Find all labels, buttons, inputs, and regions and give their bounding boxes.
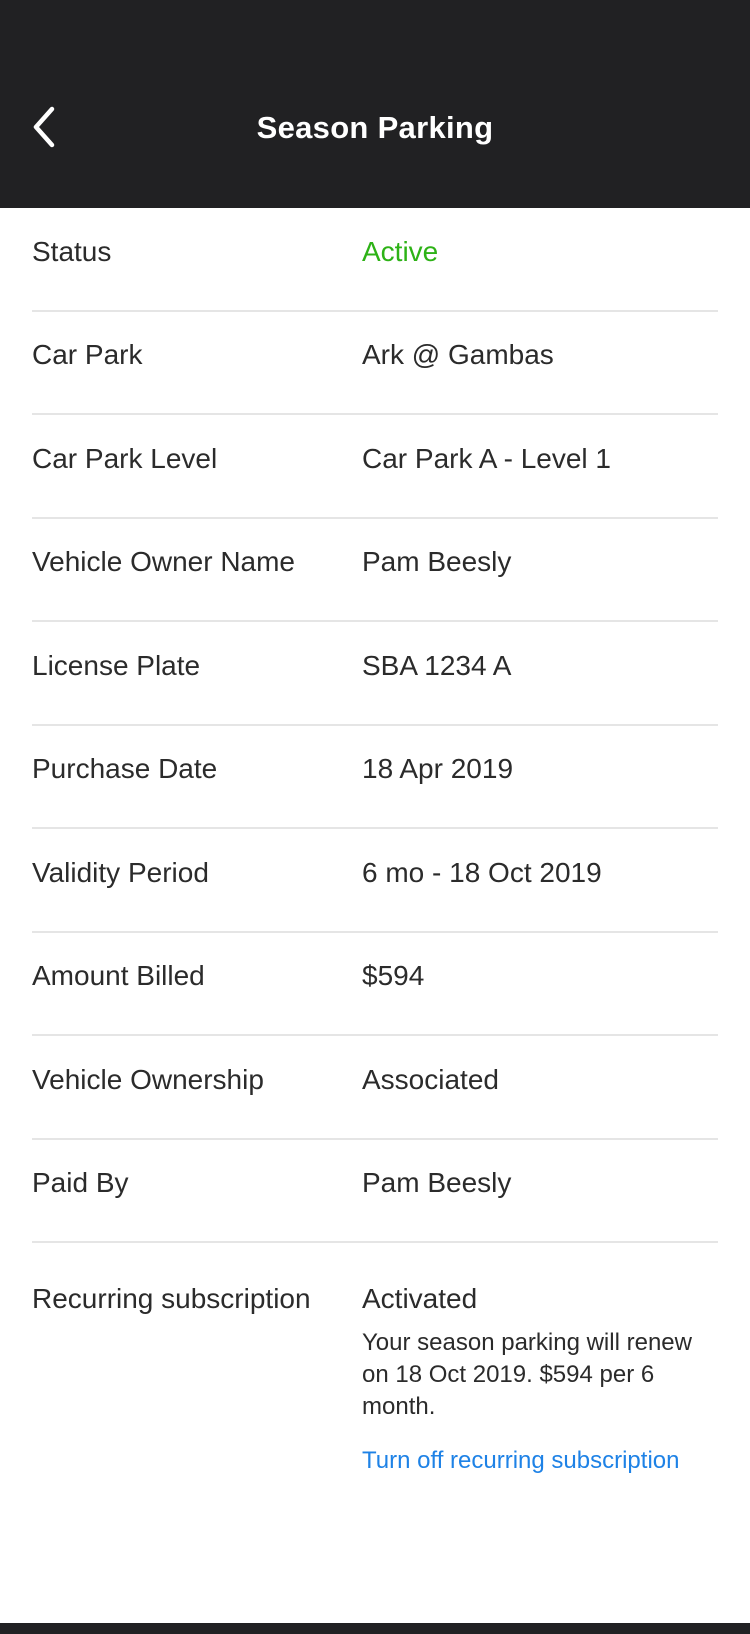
row-label: Vehicle Ownership — [32, 1063, 264, 1095]
row-value: 18 Apr 2019 — [362, 753, 514, 785]
detail-row-car-park — [32, 312, 718, 416]
row-label: Car Park — [32, 339, 143, 371]
row-label: Validity Period — [32, 856, 209, 888]
row-label: Car Park Level — [32, 442, 218, 474]
status-badge: Active — [362, 235, 439, 267]
recurring-value-block — [362, 1283, 718, 1475]
row-label: Recurring subscription — [32, 1283, 311, 1314]
row-value: Car Park A - Level 1 — [362, 442, 612, 474]
page-title: Season Parking — [256, 110, 494, 145]
app-header — [0, 0, 750, 208]
detail-row-purchase-date — [32, 726, 718, 830]
detail-row-status — [32, 208, 718, 312]
row-label: Purchase Date — [32, 753, 218, 785]
row-label: Paid By — [32, 1167, 129, 1199]
turn-off-recurring-link[interactable]: Turn off recurring subscription — [362, 1447, 680, 1474]
row-label: Amount Billed — [32, 960, 205, 992]
detail-row-vehicle-ownership — [32, 1036, 718, 1140]
detail-row-paid-by — [32, 1140, 718, 1244]
row-value: Pam Beesly — [362, 546, 512, 578]
detail-row-amount-billed — [32, 933, 718, 1037]
detail-row-validity-period — [32, 829, 718, 933]
recurring-description: Your season parking will renew on 18 Oct 2019. $594 per 6 month. — [362, 1329, 692, 1420]
back-button[interactable] — [16, 96, 72, 160]
detail-row-license-plate — [32, 622, 718, 726]
bottom-bar — [0, 1623, 750, 1634]
row-value: SBA 1234 A — [362, 649, 512, 681]
header-row — [0, 96, 750, 160]
recurring-status-value: Activated — [362, 1283, 478, 1314]
row-value: Associated — [362, 1063, 499, 1095]
detail-row-recurring-subscription — [32, 1243, 718, 1474]
row-label: License Plate — [32, 649, 201, 681]
detail-row-car-park-level — [32, 415, 718, 519]
row-label: Vehicle Owner Name — [32, 546, 296, 578]
detail-row-vehicle-owner-name — [32, 519, 718, 623]
row-value: Ark @ Gambas — [362, 339, 554, 371]
chevron-left-icon — [32, 106, 56, 151]
row-label: Status — [32, 235, 112, 267]
row-value: 6 mo - 18 Oct 2019 — [362, 856, 602, 888]
row-value: Pam Beesly — [362, 1167, 512, 1199]
row-value: $594 — [362, 960, 425, 992]
detail-list — [0, 208, 750, 1474]
